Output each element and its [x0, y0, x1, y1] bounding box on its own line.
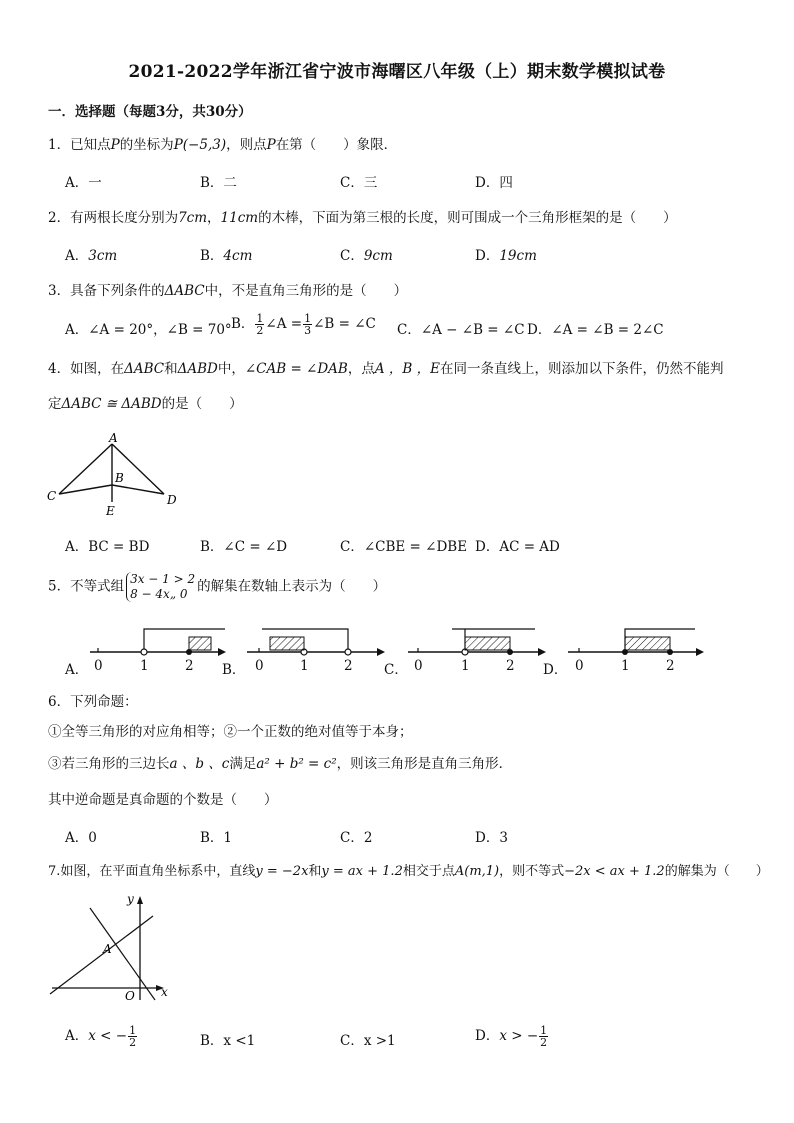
tick-label-1: 1	[461, 658, 470, 674]
q1-option-c[interactable]: C．三	[340, 175, 378, 191]
line-y-ax-1-2	[50, 916, 153, 994]
y-axis-arrow	[137, 896, 143, 904]
q4-congruence: ΔABC ≅ ΔABD	[61, 396, 162, 412]
q2-option-b[interactable]	[200, 244, 252, 264]
q3-triangle: ΔABC	[164, 283, 205, 299]
q4-text-e: 在同一条直线上，则添加以下条件，仍然不能判	[439, 361, 724, 377]
tick-label-0: 0	[94, 658, 103, 674]
q2-option-c[interactable]	[340, 244, 393, 264]
q6-option-b[interactable]: B．1	[200, 830, 233, 846]
tick-label-2: 2	[506, 658, 515, 674]
q7-option-a-expr: x < −	[88, 1028, 128, 1044]
fraction-denominator: 3	[304, 324, 312, 337]
q3-option-b-end: ∠B = ∠C	[313, 316, 376, 332]
q4-text-f: 定	[48, 396, 62, 412]
tick-label-1: 1	[300, 658, 309, 674]
q1-text-post1: ，则点	[226, 137, 267, 153]
fraction-one-third	[303, 313, 312, 336]
q3-option-c[interactable]: C．∠A − ∠B = ∠C	[397, 322, 525, 338]
q4-text-b: 和	[164, 361, 178, 377]
tick-label-0: 0	[575, 658, 584, 674]
number-line-c[interactable]	[408, 629, 546, 656]
fraction-numerator: 1	[129, 1024, 137, 1037]
q2-option-a-value: 3cm	[88, 248, 118, 264]
q2-text-b: ，	[207, 210, 221, 226]
question-7	[48, 860, 769, 879]
question-3	[48, 279, 407, 299]
q3-option-b-mid: ∠A =	[265, 316, 303, 332]
q4-triangle-2: ΔABD	[177, 361, 218, 377]
fraction-numerator: 1	[540, 1024, 548, 1037]
q7-option-d-expr: x > −	[499, 1028, 539, 1044]
q4-option-d[interactable]: D．AC = AD	[475, 539, 560, 555]
fraction-numerator: 1	[256, 312, 264, 325]
q7-inequality: −2x < ax + 1.2	[564, 864, 665, 879]
q5-option-c-label[interactable]: C．	[384, 662, 408, 678]
q6-option-d[interactable]: D．3	[475, 830, 508, 846]
fraction-denominator: 2	[540, 1036, 548, 1049]
q7-option-d[interactable]	[475, 1024, 549, 1048]
q5-option-a-label[interactable]: A．	[65, 662, 89, 678]
tick-label-1: 1	[140, 658, 149, 674]
question-6-line-4: 其中逆命题是真命题的个数是（ ）	[48, 792, 278, 808]
question-6-line-2: ①全等三角形的对应角相等；②一个正数的绝对值等于本身；	[48, 724, 413, 740]
q7-option-b[interactable]: B．x <1	[200, 1033, 256, 1049]
label-o: O	[125, 989, 135, 1003]
label-e: E	[106, 504, 115, 518]
q7-line-1: y = −2x	[255, 864, 309, 879]
q2-length-1: 7cm	[178, 210, 208, 226]
q5-option-d-label[interactable]: D．	[543, 662, 568, 678]
q4-triangle-1: ΔABC	[124, 361, 165, 377]
q4-angle-equation: ∠CAB = ∠DAB	[244, 361, 348, 377]
tick-label-1: 1	[621, 658, 630, 674]
q4-text-a: 4．如图，在	[48, 361, 125, 377]
q3-option-a[interactable]: A．∠A = 20°，∠B = 70°	[65, 322, 232, 338]
q4-triangle-figure	[40, 430, 190, 520]
fraction-denominator: 2	[256, 324, 264, 337]
question-4-line-1	[48, 357, 723, 377]
q7-text-c: 相交于点	[402, 864, 455, 879]
tick-label-2: 2	[185, 658, 194, 674]
fraction-one-half	[255, 313, 264, 336]
q4-option-b[interactable]: B．∠C = ∠D	[200, 539, 288, 555]
q1-option-d[interactable]: D．四	[475, 175, 513, 191]
q4-text-d: ，点	[347, 361, 375, 377]
q2-option-b-value: 4cm	[223, 248, 253, 264]
q2-option-b-label: B．	[200, 248, 224, 264]
q4-option-a[interactable]: A．BC = BD	[65, 539, 150, 555]
q6-text-c: ，则该三角形是直角三角形．	[336, 756, 513, 772]
q6-pythagoras: a² + b² = c²	[256, 756, 337, 772]
section-heading: 一．选择题（每题3分，共30分）	[48, 104, 252, 120]
q7-text-a: 7.如图，在平面直角坐标系中，直线	[48, 864, 256, 879]
q2-option-d[interactable]	[475, 244, 537, 264]
inequality-2: 8 − 4x„ 0	[130, 587, 188, 601]
tick-label-0: 0	[414, 658, 423, 674]
question-6-line-3	[48, 752, 512, 772]
q6-text-b: 满足	[229, 756, 257, 772]
q7-text-d: ，则不等式	[499, 864, 565, 879]
fraction-numerator: 1	[304, 312, 312, 325]
page-title: 2021-2022学年浙江省宁波市海曙区八年级（上）期末数学模拟试卷	[128, 62, 666, 82]
label-x: x	[161, 985, 168, 999]
q3-text-a: 3．具备下列条件的	[48, 283, 165, 299]
q1-text-mid: 的坐标为	[119, 137, 174, 153]
fraction-denominator: 2	[129, 1036, 137, 1049]
q7-option-c[interactable]: C．x >1	[340, 1033, 396, 1049]
q2-option-d-label: D．	[475, 248, 500, 264]
q6-text-a: ③若三角形的三边长	[48, 756, 170, 772]
q1-point-p2: P	[266, 137, 276, 153]
q3-option-d[interactable]: D．∠A = ∠B = 2∠C	[527, 322, 664, 338]
question-6-line-1: 6．下列命题：	[48, 694, 138, 710]
q7-option-d-label: D．	[475, 1028, 500, 1044]
label-a: A	[109, 431, 118, 445]
q4-option-c[interactable]: C．∠CBE = ∠DBE	[340, 539, 468, 555]
q7-text-b: 和	[308, 864, 322, 879]
q3-option-b[interactable]	[231, 312, 376, 336]
q5-option-b-label[interactable]: B．	[222, 662, 246, 678]
number-line-b[interactable]	[247, 629, 385, 656]
tick-label-2: 2	[666, 658, 675, 674]
q7-coordinate-figure	[40, 888, 180, 1008]
inequality-1: 3x − 1 > 2	[130, 572, 196, 586]
q1-text-post2: 在第（ ）象限．	[275, 137, 398, 153]
question-4-line-2	[48, 392, 243, 412]
q7-option-a-label: A．	[65, 1028, 89, 1044]
q1-option-a[interactable]: A．一	[65, 175, 102, 191]
question-2	[48, 206, 677, 226]
inequality-system	[126, 572, 195, 602]
q4-text-g: 的是（ ）	[161, 396, 243, 412]
q6-variables: a 、b 、c	[169, 756, 230, 772]
number-line-a[interactable]	[90, 629, 226, 656]
q2-text-a: 2．有两根长度分别为	[48, 210, 179, 226]
label-a: A	[103, 942, 112, 956]
q1-coordinate: P(−5,3)	[173, 137, 227, 153]
question-1	[48, 133, 397, 153]
q2-length-2: 11cm	[220, 210, 259, 226]
q7-point-a: A(m,1)	[454, 864, 500, 879]
q2-option-a-label: A．	[65, 248, 89, 264]
q3-text-b: 中，不是直角三角形的是（ ）	[204, 283, 408, 299]
q6-option-a[interactable]: A．0	[65, 830, 97, 846]
q3-option-b-label: B．	[231, 316, 255, 332]
q2-option-c-value: 9cm	[363, 248, 393, 264]
q4-points: A ，B ，E	[374, 361, 440, 377]
tick-label-0: 0	[255, 658, 264, 674]
q2-option-a[interactable]	[65, 244, 117, 264]
q4-text-c: 中，	[217, 361, 245, 377]
number-line-d[interactable]	[568, 629, 704, 656]
label-c: C	[47, 489, 57, 503]
q2-text-c: 的木棒，下面为第三根的长度，则可围成一个三角形框架的是（ ）	[258, 210, 677, 226]
q1-point-p: P	[110, 137, 120, 153]
q7-text-e: 的解集为（ ）	[664, 864, 769, 879]
q2-option-c-label: C．	[340, 248, 364, 264]
q1-option-b[interactable]: B．二	[200, 175, 237, 191]
fraction-one-half	[128, 1025, 137, 1048]
question-5	[48, 572, 386, 602]
q1-text-pre: 1．已知点	[48, 137, 111, 153]
label-d: D	[167, 493, 177, 507]
q5-text-b: 的解集在数轴上表示为（ ）	[197, 578, 387, 595]
q5-text-a: 5．不等式组	[48, 578, 125, 595]
fraction-one-half	[539, 1025, 548, 1048]
q7-line-2: y = ax + 1.2	[321, 864, 403, 879]
q6-option-c[interactable]: C．2	[340, 830, 373, 846]
label-b: B	[115, 471, 124, 485]
q7-option-a[interactable]	[65, 1024, 138, 1048]
label-y: y	[127, 892, 134, 906]
q2-option-d-value: 19cm	[499, 248, 537, 264]
tick-label-2: 2	[344, 658, 353, 674]
